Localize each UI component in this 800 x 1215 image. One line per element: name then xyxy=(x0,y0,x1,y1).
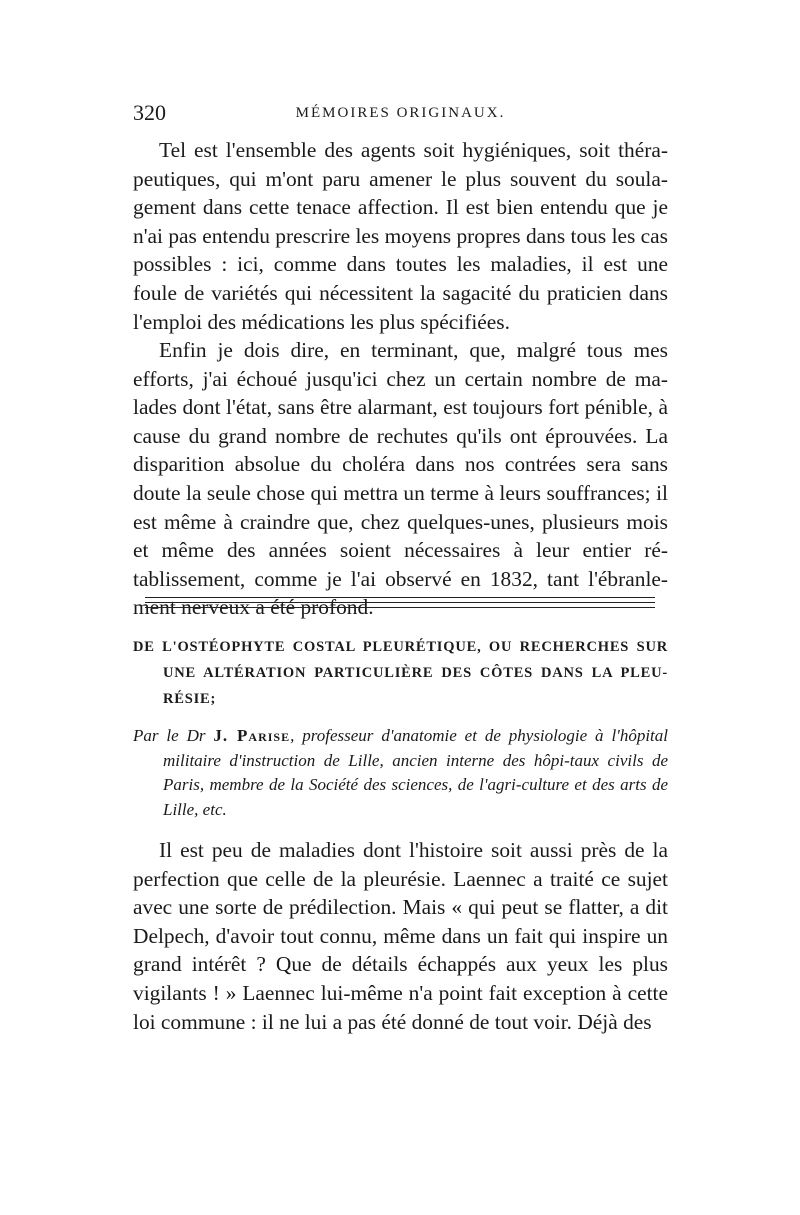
section-divider-line xyxy=(145,607,655,608)
section-divider-line xyxy=(145,602,655,603)
section-first-paragraph xyxy=(133,836,668,1036)
running-title: MÉMOIRES ORIGINAUX. xyxy=(295,105,506,121)
page-number: 320 xyxy=(133,100,166,125)
section-divider-line xyxy=(145,597,655,598)
paragraph-text: Tel est l'ensemble des agents soit hygiéniques, soit théra-peutiques, qui m'ont paru amener le plus souvent du soula-gement dans cette tenace affection. Il est bien entendu que je n'ai pas entendu prescrire les moyens propres dans tous les cas possibles : ici, comme dans toutes les maladies, il est une foule de variétés qui nécessitent la sagacité du praticien dans l'emploi des médications les plus spécifiées. xyxy=(133,138,668,334)
section-title: DE L'OSTÉOPHYTE COSTAL PLEURÉTIQUE, OU RECHERCHES SUR UNE ALTÉRATION PARTICULIÈRE DES CÔTES DANS LA PLEU-RÉSIE; xyxy=(133,639,668,707)
author-byline xyxy=(133,724,668,822)
paragraph-1 xyxy=(133,136,668,336)
paragraph-2 xyxy=(133,336,668,622)
author-credentials: , professeur d'anatomie et de physiologie à l'hôpital militaire d'instruction de Lille, ancien interne des hôpi-taux civils de Paris, membre de la Société des sciences, de l'agri-culture et des arts de Lille, etc. xyxy=(163,726,668,819)
author-name: J. Parise xyxy=(213,726,291,745)
page-header xyxy=(133,100,668,130)
paragraph-text: Il est peu de maladies dont l'histoire soit aussi près de la perfection que celle de la pleurésie. Laennec a traité ce sujet avec une sorte de prédilection. Mais « qui peut se flatter, a dit Delpech, d'avoir tout connu, même dans un fait qui inspire un grand intérêt ? Que de détails échappés aux yeux les plus vigilants ! » Laennec lui-même n'a point fait exception à cette loi commune : il ne lui a pas été donné de tout voir. Déjà des xyxy=(133,838,668,1034)
paragraph-text: Enfin je dois dire, en terminant, que, malgré tous mes efforts, j'ai échoué jusqu'ici chez un certain nombre de ma-lades dont l'état, sans être alarmant, est toujours fort pénible, à cause du grand nombre de rechutes qu'ils ont éprouvées. La disparition absolue du choléra dans nos contrées sera sans doute la seule chose qui mettra un terme à leurs souffrances; il est même à craindre que, chez quelques-unes, plusieurs mois et même des années soient nécessaires à leur entier ré-tablissement, comme je l'ai observé en 1832, tant l'ébranle-ment nerveux a été profond. xyxy=(133,338,668,620)
byline-prefix: Par le Dr xyxy=(133,726,214,745)
